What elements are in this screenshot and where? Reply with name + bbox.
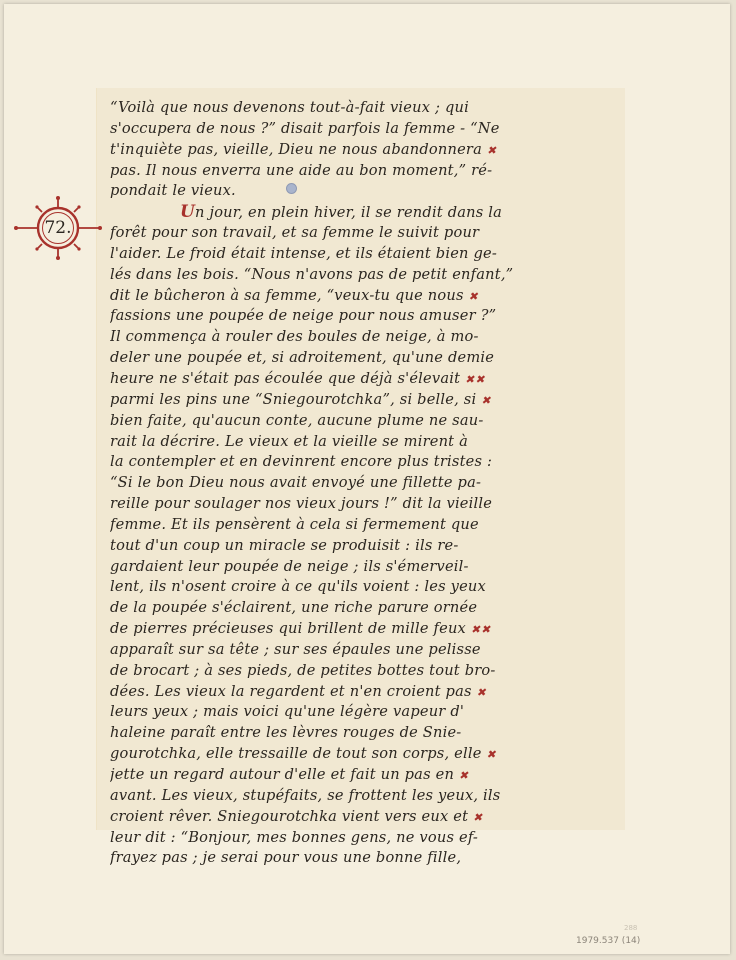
line-filler-ornament: ✖	[486, 748, 497, 762]
text-line-content: gardaient leur poupée de neige ; ils s'émerveil-	[110, 557, 469, 575]
text-line-content: t'inquiète pas, vieille, Dieu ne nous abandonnera	[110, 140, 483, 158]
text-line	[110, 536, 602, 557]
text-line	[110, 265, 602, 286]
text-line-content: Il commença à rouler des boules de neige, à mo-	[110, 328, 479, 346]
text-line-content: tout d'un coup un miracle se produisit : ils re-	[110, 536, 459, 554]
text-line-content: avant. Les vieux, stupéfaits, se frottent les yeux, ils	[110, 786, 501, 804]
text-line-content: frayez pas ; je serai pour vous une bonne fille,	[110, 849, 462, 867]
text-line	[110, 744, 602, 765]
text-line	[110, 223, 602, 244]
text-line-content: bien faite, qu'aucun conte, aucune plume ne sau-	[110, 411, 484, 429]
text-line	[110, 119, 602, 140]
text-line	[110, 432, 602, 453]
text-line-content: lés dans les bois. “Nous n'avons pas de petit enfant,”	[110, 265, 514, 283]
text-line	[110, 202, 602, 223]
catalog-number: 1979.537 (14)	[576, 936, 641, 946]
text-line	[110, 286, 602, 307]
text-line-content: jette un regard autour d'elle et fait un pas en	[110, 766, 455, 783]
text-line-content: la contempler et en devinrent encore plus tristes :	[110, 453, 493, 471]
text-line	[110, 619, 602, 640]
text-line-content: apparaît sur sa tête ; sur ses épaules une pelisse	[110, 640, 481, 658]
line-filler-ornament: ✖✖	[470, 623, 492, 637]
illuminated-initial: U	[180, 202, 196, 223]
text-line	[110, 702, 602, 723]
line-filler-ornament: ✖	[486, 143, 498, 157]
line-filler-ornament: ✖	[468, 289, 479, 303]
text-line	[110, 515, 602, 536]
text-line	[110, 848, 602, 869]
text-line	[110, 828, 602, 849]
text-line-content: “Si le bon Dieu nous avait envoyé une fillette pa-	[110, 474, 482, 492]
text-line-content: deler une poupée et, si adroitement, qu'une demie	[110, 349, 495, 367]
text-line-content: leur dit : “Bonjour, mes bonnes gens, ne vous ef-	[110, 828, 479, 846]
text-line	[110, 786, 602, 807]
text-line-content: de brocart ; à ses pieds, de petites bottes tout bro-	[110, 661, 496, 679]
text-line	[110, 682, 602, 703]
text-line	[110, 557, 602, 578]
text-line	[110, 348, 602, 369]
text-line	[110, 598, 602, 619]
text-line-content: gourotchka, elle tressaille de tout son corps, elle	[110, 745, 482, 763]
text-line	[110, 807, 602, 828]
text-line	[110, 369, 602, 390]
text-line	[110, 494, 602, 515]
text-line	[110, 765, 602, 786]
text-line-content: reille pour soulager nos vieux jours !” dit la vieille	[110, 495, 493, 513]
text-line-content: dit le bûcheron à sa femme, “veux-tu que nous	[110, 286, 464, 304]
text-line-content: haleine paraît entre les lèvres rouges de Snie-	[110, 724, 462, 742]
text-line	[110, 640, 602, 661]
manuscript-text	[110, 98, 602, 869]
line-filler-ornament: ✖	[481, 393, 492, 407]
text-line	[110, 577, 602, 598]
text-line-content: heure ne s'était pas écoulée que déjà s'élevait	[110, 369, 461, 387]
line-filler-ornament: ✖	[472, 810, 484, 824]
text-line	[110, 661, 602, 682]
text-line-content: femme. Et ils pensèrent à cela si fermement que	[110, 515, 479, 533]
text-line	[110, 161, 602, 182]
text-line	[110, 723, 602, 744]
text-line-content: pondait le vieux.	[110, 182, 236, 200]
text-line	[110, 390, 602, 411]
text-line-content: n jour, en plein hiver, il se rendit dans la	[195, 204, 503, 222]
text-line-content: rait la décrire. Le vieux et la vieille se mirent à	[110, 432, 468, 450]
text-line-content: lent, ils n'osent croire à ce qu'ils voient : les yeux	[110, 578, 486, 596]
text-line-content: “Voilà que nous devenons tout-à-fait vieux ; qui	[110, 99, 469, 116]
text-line	[110, 411, 602, 432]
faint-pencil-mark: 288	[624, 924, 638, 932]
text-line-content: parmi les pins une “Sniegourotchka”, si belle, si	[110, 390, 477, 408]
text-line	[110, 327, 602, 348]
text-line-content: l'aider. Le froid était intense, et ils étaient bien ge-	[110, 244, 498, 262]
text-line-content: de la poupée s'éclairent, une riche parure ornée	[110, 599, 478, 617]
text-line	[110, 181, 602, 202]
line-filler-ornament: ✖	[476, 685, 487, 699]
text-line	[110, 98, 602, 119]
text-line-content: dées. Les vieux la regardent et n'en croient pas	[110, 682, 472, 700]
text-line-content: fassions une poupée de neige pour nous amuser ?”	[110, 307, 497, 325]
text-line	[110, 306, 602, 327]
text-line-content: croient rêver. Sniegourotchka vient vers eux et	[110, 807, 469, 825]
text-line	[110, 140, 602, 161]
line-filler-ornament: ✖	[458, 769, 470, 782]
text-line-content: pas. Il nous enverra une aide au bon moment,” ré-	[110, 161, 493, 179]
line-filler-ornament: ✖✖	[465, 372, 486, 386]
text-line-content: forêt pour son travail, et sa femme le suivit pour	[110, 224, 480, 242]
text-line	[110, 244, 602, 265]
text-line	[110, 473, 602, 494]
text-line-content: de pierres précieuses qui brillent de mille feux	[110, 620, 466, 638]
text-line	[110, 452, 602, 473]
text-line-content: leurs yeux ; mais voici qu'une légère vapeur d'	[110, 703, 465, 721]
text-line-content: s'occupera de nous ?” disait parfois la femme - “Ne	[110, 119, 500, 137]
page-number: 72.	[44, 218, 72, 238]
